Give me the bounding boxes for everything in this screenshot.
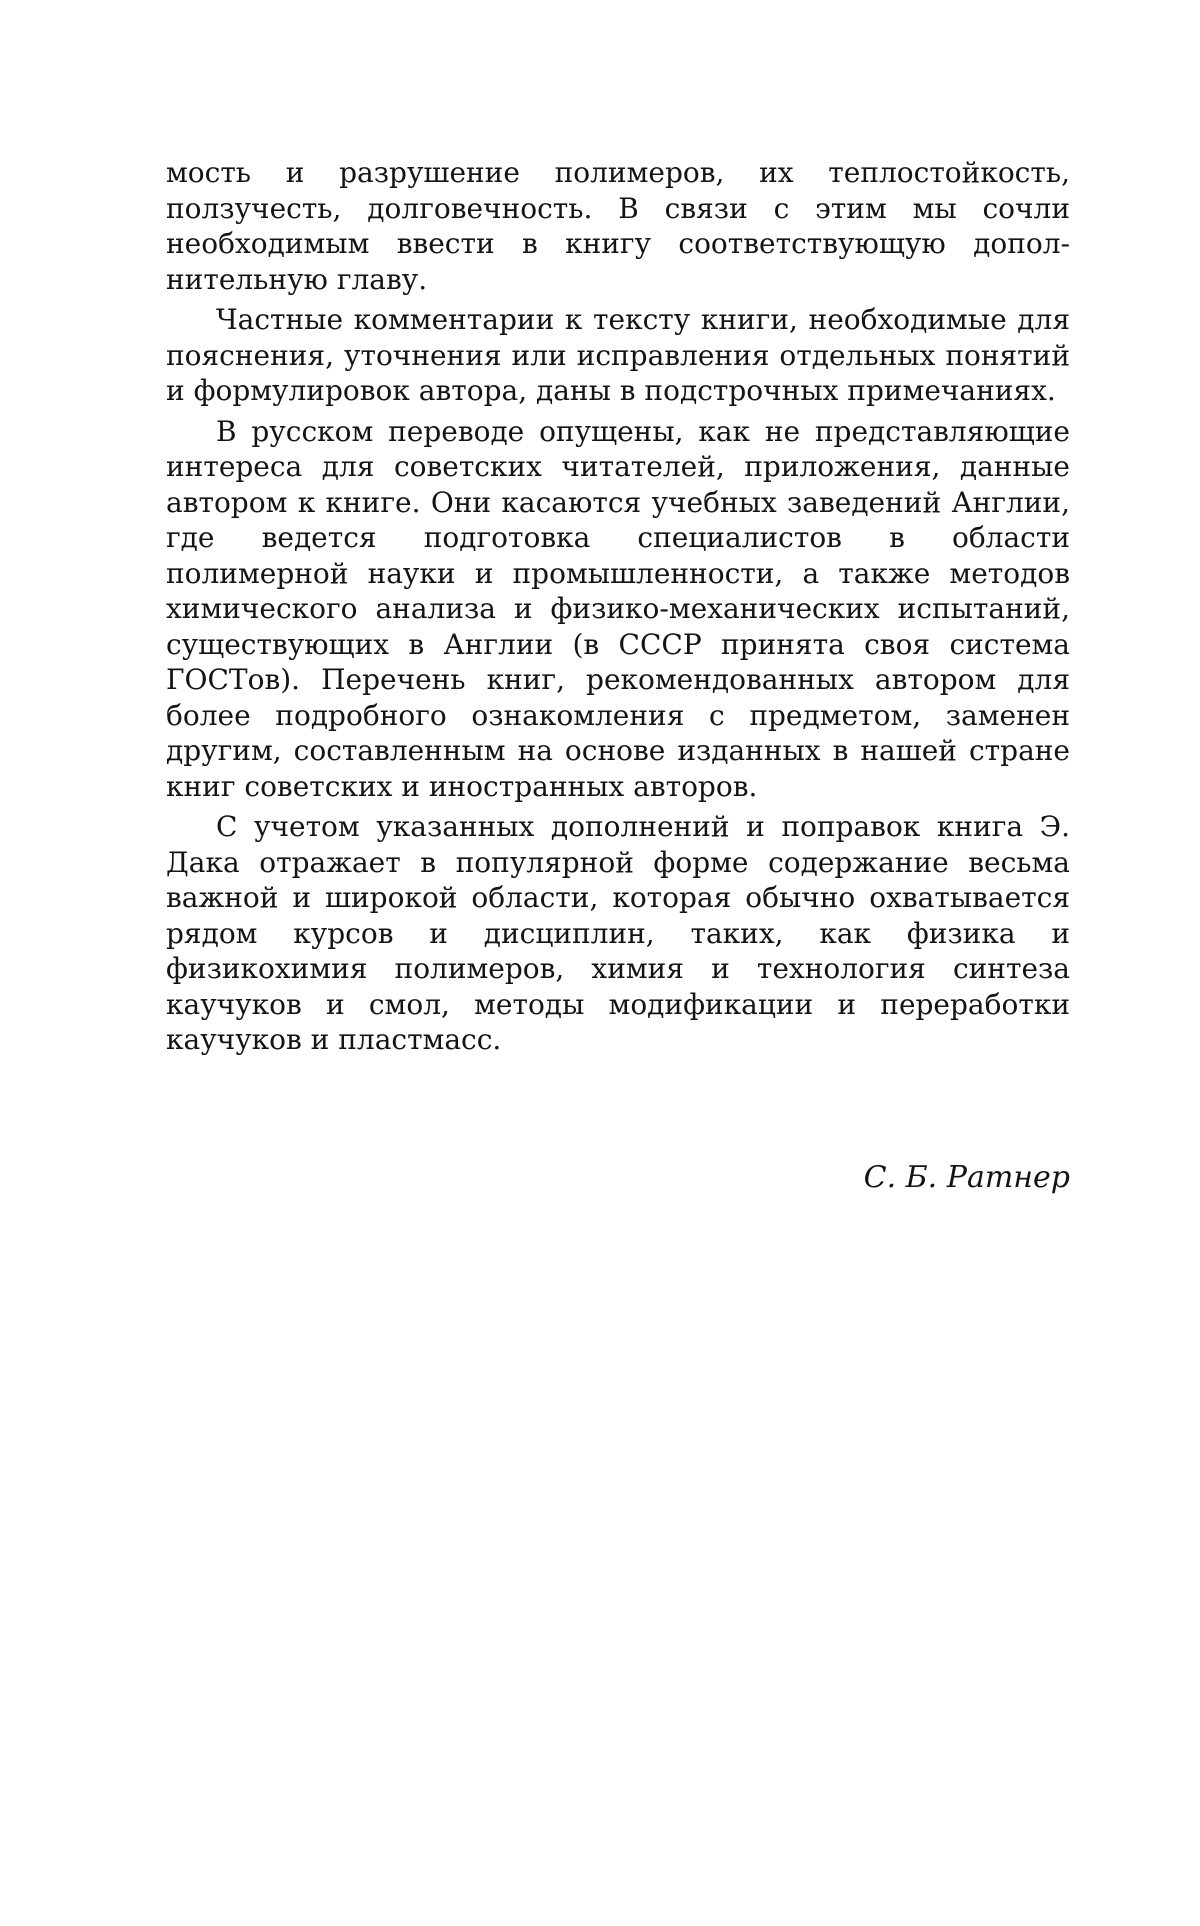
paragraph-3: В русском переводе опущены, как не представляющие интереса для советских читателей, приложения, данные автором к книге. Они касаются учебных заведений Англии, где ведется подготовка специалистов в области полимерной науки и промышленности, а также методов химического анализа и физико-механических испытаний, существующих в Англии (в СССР принята своя система ГОСТов). Перечень книг, рекомендованных автором для более подробного ознакомления с предметом, заменен другим, составленным на основе изданных в нашей стране книг советских и иностранных авторов. (166, 414, 1070, 803)
paragraph-4: С учетом указанных дополнений и поправок книга Э. Дака отражает в популярной форме содержание весьма важной и широкой области, которая обычно охватывается рядом курсов и дисциплин, таких, как физика и физикохимия полимеров, химия и технология синтеза каучуков и смол, методы модификации и переработки каучуков и пластмасс. (166, 810, 1070, 1056)
author-signature: С. Б. Ратнер (863, 1160, 1070, 1195)
paragraph-2: Частные комментарии к тексту книги, необходимые для пояснения, уточнения или исправления отдельных понятий и формулировок автора, даны в подстрочных примечаниях. (166, 303, 1070, 407)
body-text (166, 155, 1070, 1058)
paragraph-1: мость и разрушение полимеров, их теплостойкость, ползучесть, долговечность. В связи с этим мы сочли необходимым ввести в книгу соответствующую дополнительную главу. (166, 156, 1070, 296)
